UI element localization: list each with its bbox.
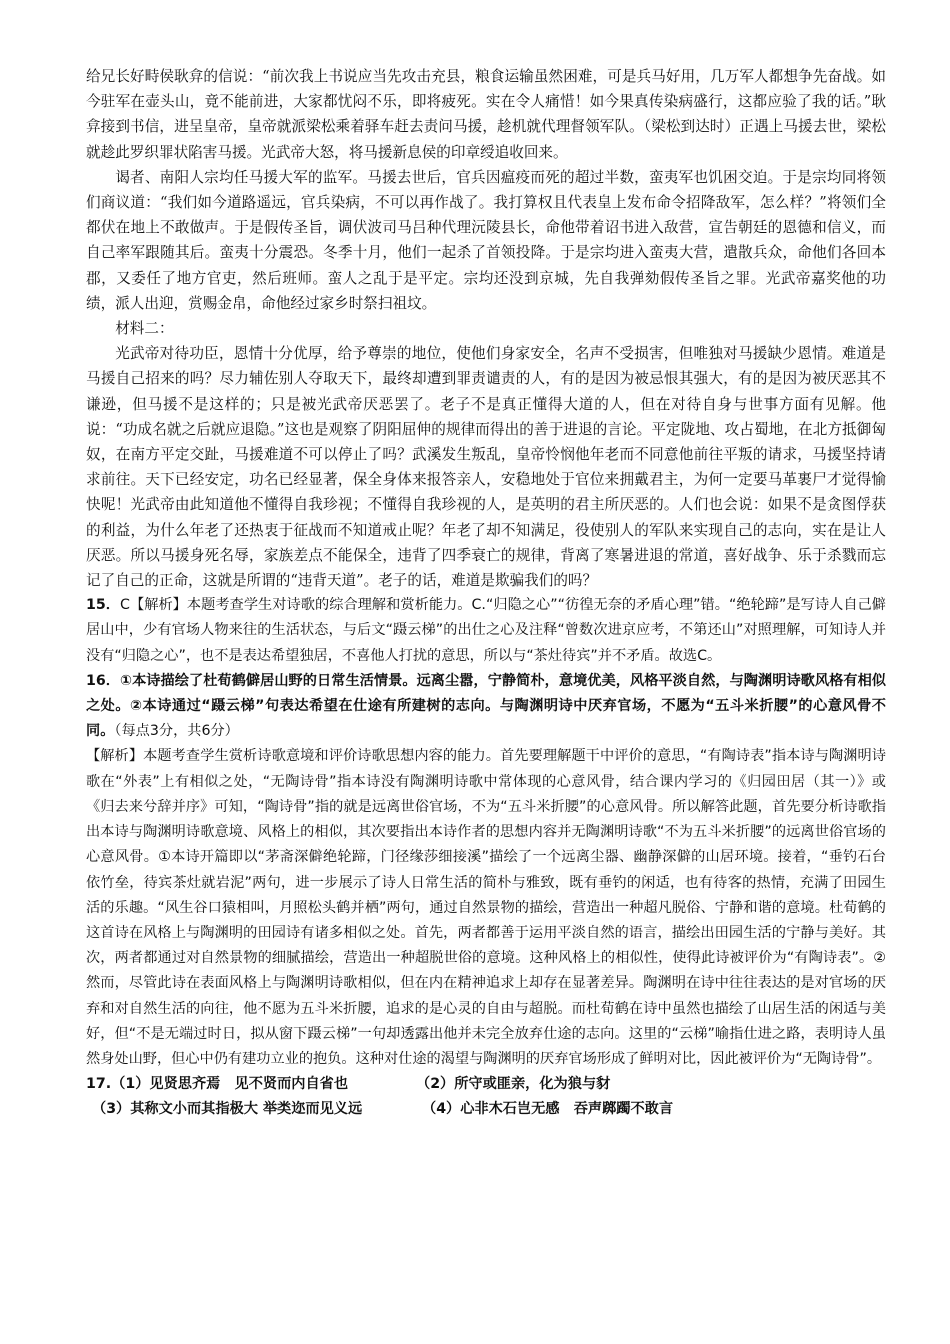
question-15-number: 15． <box>86 597 121 614</box>
document-page <box>86 64 886 1123</box>
question-16-answer-text: ①本诗描绘了杜荀鹤僻居山野的日常生活情景。远离尘嚣，宁静简朴，意境优美，风格平淡自然，与陶渊明诗歌风格有相似之处。②本诗通过“蹑云梯”句表达希望在仕途有所建树的志向。与陶渊明诗中厌弃官场，不愿为“五斗米折腰”的心意风骨不同。 <box>86 672 886 740</box>
question-15-text: C【解析】本题考查学生对诗歌的综合理解和赏析能力。C.“归隐之心”“彷徨无奈的矛盾心理”错。“绝轮蹄”是写诗人自己僻居山中，少有官场人物来往的生活状态，与后文“蹑云梯”的出仕之心及注释“曾数次进京应考，不第还山”对照理解，可知诗人并没有“归隐之心”，也不是表达希望独居，不喜他人打扰的意思，所以与“茶灶待宾”并不矛盾。故选C。 <box>86 597 886 664</box>
question-17-item-1: 17.（1）见贤思齐焉 见不贤而内自省也 <box>86 1076 349 1093</box>
material1-paragraph-2: 谒者、南阳人宗均任马援大军的监军。马援去世后，官兵因瘟疫而死的超过半数，蛮夷军也饥困交迫。于是宗均同将领们商议道：“我们如今道路遥远，官兵染病，不可以再作战了。我打算权且代表皇上发布命令招降敌军，怎么样？”将领们全都伏在地上不敢做声。于是假传圣旨，调伏波司马吕种代理沅陵县长，命他带着诏书进入敌营，宣告朝廷的恩德和信义，而自己率军跟随其后。蛮夷十分震恐。冬季十月，他们一起杀了首领投降。于是宗均进入蛮夷大营，遣散兵众，命他们各回本郡，又委任了地方官吏，然后班师。蛮人之乱于是平定。宗均还没到京城，先自我弹劾假传圣旨之罪。光武帝嘉奖他的功绩，派人出迎，赏赐金帛，命他经过家乡时祭扫祖坟。 <box>86 168 886 312</box>
material2-paragraph: 光武帝对待功臣，恩情十分优厚，给予尊崇的地位，使他们身家安全，名声不受损害，但唯独对马援缺少恩情。难道是马援自己招来的吗？尽力辅佐别人夺取天下，最终却遭到罪责谴责的人，有的是因为被忌恨其强大，有的是因为被厌恶其不谦逊，但马援不是这样的；只是被光武帝厌恶罢了。老子不是真正懂得大道的人，但在对待自身与世事方面有见解。他说：“功成名就之后就应退隐。”这也是观察了阴阳屈伸的规律而得出的善于进退的言论。平定陇地、攻占蜀地，在北方抵御匈奴，在南方平定交趾，马援难道不可以停止了吗？武溪发生叛乱，皇帝怜悯他年老而不同意他前往平叛的请求，马援坚持请求前往。天下已经安定，功名已经显著，保全身体来报答亲人，安稳地处于官位来拥戴君主，为何一定要马革裹尸才觉得愉快呢！光武帝由此知道他不懂得自我珍视；不懂得自我珍视的人，是英明的君主所厌恶的。人们也会说：如果不是贪图俘获的利益，为什么年老了还热衷于征战而不知道戒止呢？年老了却不知满足，役使别人的军队来实现自己的志向，实在是让人厌恶。所以马援身死名辱，家族差点不能保全，违背了四季衰亡的规律，背离了寒暑进退的常道，喜好战争、乐于杀戮而忘记了自己的正命，这就是所谓的“违背天道”。老子的话，难道是欺骗我们的吗？ <box>86 345 886 590</box>
question-17-item-4: （4）心非木石岂无感 吞声踯躅不敢言 <box>422 1101 674 1118</box>
question-16-answer <box>86 669 886 745</box>
material2-label: 材料二： <box>115 320 174 338</box>
question-17-row-1 <box>86 1072 886 1097</box>
question-17-row-2 <box>86 1097 886 1122</box>
question-15 <box>86 593 886 669</box>
question-16-analysis: 【解析】本题考查学生赏析诗歌意境和评价诗歌思想内容的能力。首先要理解题干中评价的意思，“有陶诗表”指本诗与陶渊明诗歌在“外表”上有相似之处，“无陶诗骨”指本诗没有陶渊明诗歌中常体现的心意风骨，结合课内学习的《归园田居（其一）》或《归去来兮辞并序》可知，“陶诗骨”指的就是远离世俗官场，不为“五斗米折腰”的心意风骨。所以解答此题，首先要分析诗歌指出本诗与陶渊明诗歌意境、风格上的相似，其次要指出本诗作者的思想内容并无陶渊明诗歌“不为五斗米折腰”的远离世俗官场的心意风骨。①本诗开篇即以“茅斋深僻绝轮蹄，门径缘莎细接溪”描绘了一个远离尘器、幽静深僻的山居环境。接着，“垂钓石台依竹垒，待宾茶灶就岩泥”两句，进一步展示了诗人日常生活的简朴与雅致，既有垂钓的闲适，也有待客的热情，充满了田园生活的乐趣。“风生谷口猿相叫，月照松头鹤并栖”两句，通过自然景物的描绘，营造出一种超凡脱俗、宁静和谐的意境。杜荀鹤的这首诗在风格上与陶渊明的田园诗有诸多相似之处。首先，两者都善于运用平淡自然的语言，描绘出田园生活的宁静与美好。其次，两者都通过对自然景物的细腻描绘，营造出一种超脱世俗的意境。这种风格上的相似性，使得此诗被评价为“有陶诗表”。②然而，尽管此诗在表面风格上与陶渊明诗歌相似，但在内在精神追求上却存在显著差异。陶渊明在诗中往往表达的是对官场的厌弃和对自然生活的向往，他不愿为五斗米折腰，追求的是心灵的自由与超脱。而杜荀鹤在诗中虽然也描绘了山居生活的闲适与美好，但“不是无端过时日，拟从窗下蹑云梯”一句却透露出他并未完全放弃仕途的志向。这里的“云梯”喻指仕进之路，表明诗人虽然身处山野，但心中仍有建功立业的抱负。这种对仕途的渴望与陶渊明的厌弃官场形成了鲜明对比，因此被评价为“无陶诗骨”。 <box>86 748 886 1067</box>
question-17-item-2: （2）所守或匪亲，化为狼与豺 <box>416 1076 611 1093</box>
question-17-item-3: （3）其称文小而其指极大 举类迩而见义远 <box>92 1101 363 1118</box>
material1-paragraph-1: 给兄长好畤侯耿弇的信说：“前次我上书说应当先攻击充县，粮食运输虽然困难，可是兵马好用，几万军人都想争先奋战。如今驻军在壶头山，竟不能前进，大家都忧闷不乐，即将疲死。实在令人痛惜！如今果真传染病盛行，这都应验了我的话。”耿弇接到书信，进呈皇帝，皇帝就派梁松乘着驿车赶去责问马援，趁机就代理督领军队。（梁松到达时）正遇上马援去世，梁松就趁此罗织罪状陷害马援。光武帝大怒，将马援新息侯的印章绶追收回来。 <box>86 68 886 161</box>
question-16-number: 16． <box>86 672 121 689</box>
question-16-score: （每点3分，共6分） <box>114 723 239 740</box>
